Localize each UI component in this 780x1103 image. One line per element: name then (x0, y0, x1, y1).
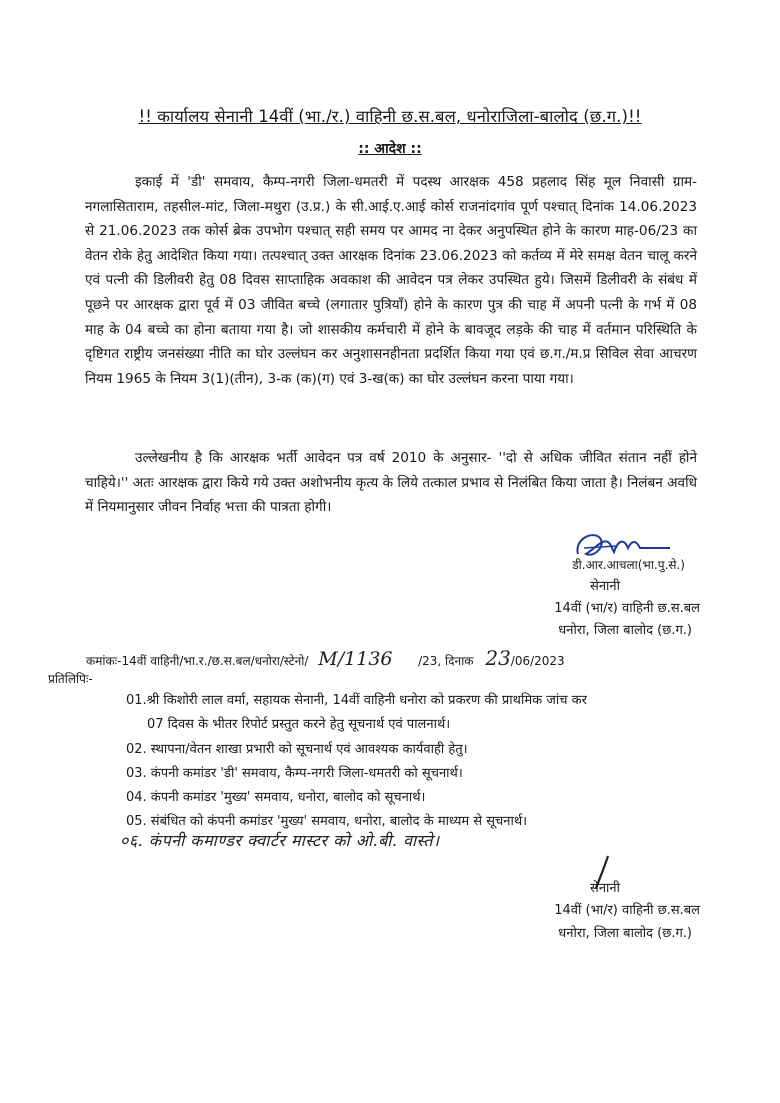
copy-item-4: 04. कंपनी कमांडर 'मुख्य' समवाय, धनोरा, बालोद को सूचनार्थ। (126, 790, 426, 805)
signatory-2-place: धनोरा, जिला बालोद (छ.ग.) (558, 926, 692, 941)
copy-item-5: 05. संबंधित को कंपनी कमांडर 'मुख्य' समवाय, धनोरा, बालोद के माध्यम से सूचनार्थ। (126, 814, 528, 829)
handwritten-order-number: M/1136 (318, 648, 393, 670)
copy-item-1-cont: 07 दिवस के भीतर रिपोर्ट प्रस्तुत करने हेतु सूचनार्थ एवं पालनार्थ। (147, 717, 451, 732)
signatory-designation: सेनानी (590, 579, 620, 594)
handwritten-day: 23 (485, 646, 511, 670)
copy-item-3: 03. कंपनी कमांडर 'डी' समवाय, कैम्प-नगरी जिला-धमतरी को सूचनार्थ। (126, 766, 463, 781)
signatory-place: धनोरा, जिला बालोद (छ.ग.) (558, 623, 692, 638)
body-paragraph-2: उल्लेखनीय है कि आरक्षक भर्ती आवेदन पत्र वर्ष 2010 के अनुसार- ''दो से अधिक जीवित संतान नहीं होने चाहिये।'' अतः आरक्षक द्वारा किये गये उक्त अशोभनीय कृत्य के लिये तत्काल प्रभाव से निलंबित किया जाता है। निलंबन अवधि में नियमानुसार जीवन निर्वाह भत्ता की पात्रता होगी। (85, 450, 697, 516)
signatory-name: डी.आर.आचला(भा.पु.से.) (572, 558, 685, 572)
reference-date-suffix: /06/2023 (510, 654, 565, 668)
signatory-unit: 14वीं (भा/र) वाहिनी छ.स.बल (554, 601, 700, 616)
copy-item-1: 01.श्री किशोरी लाल वर्मा, सहायक सेनानी, 14वीं वाहिनी धनोरा को प्रकरण की प्राथमिक जांच कर (126, 693, 587, 708)
reference-prefix: कमांकः-14वीं वाहिनी/भा.र./छ.स.बल/धनोरा/स्टेनो/ (86, 654, 309, 668)
signatory-2-designation: सेनानी (590, 881, 620, 896)
reference-line (86, 646, 565, 670)
copy-item-6-handwritten: ०६. कंपनी कमाण्डर क्वार्टर मास्टर को ओ.बी. वास्ते। (120, 831, 440, 850)
reference-year-date: /23, दिनाक (418, 654, 474, 668)
order-title: :: आदेश :: (358, 141, 422, 157)
office-heading: !! कार्यालय सेनानी 14वीं (भा./र.) वाहिनी छ.स.बल, धनोराजिला-बालोद (छ.ग.)!! (138, 107, 642, 126)
body-paragraph-1: इकाई में 'डी' समवाय, कैम्प-नगरी जिला-धमतरी में पदस्थ आरक्षक 458 प्रहलाद सिंह मूल निवासी ग्राम-नगलासिताराम, तहसील-मांट, जिला-मथुरा (उ.प्र.) के सी.आई.ए.आई कोर्स राजनांदगांव पूर्ण पश्चात् दिनांक 14.06.2023 से 21.06.2023 तक कोर्स ब्रेक उपभोग पश्चात् सही समय पर आमद ना देकर अनुपस्थित होने के कारण माह-06/23 का वेतन रोके हेतु आदेशित किया गया। तत्पश्चात् उक्त आरक्षक दिनांक 23.06.2023 को कर्तव्य में मेरे समक्ष वेतन चालू करने एवं पत्नी की डिलीवरी हेतु 08 दिवस साप्ताहिक अवकाश की आवेदन पत्र लेकर उपस्थित हुये। जिसमें डिलीवरी के संबंध में पूछने पर आरक्षक द्वारा पूर्व में 03 जीवित बच्चे (लगातार पुत्रियाँ) होने के कारण पुत्र की चाह में अपनी पत्नी के गर्भ में 08 माह के 04 बच्चे का होना बताया गया है। जो शासकीय कर्मचारी में होने के बावजूद लड़के की चाह में वर्तमान परिस्थिति के दृष्टिगत राष्ट्रीय जनसंख्या नीति का घोर उल्लंघन कर अनुशासनहीनता प्रदर्शित किया गया एवं छ.ग./म.प्र सिविल सेवा आचरण नियम 1965 के नियम 3(1)(तीन), 3-क (क)(ग) एवं 3-ख(क) का घोर उल्लंघन करना पाया गया। (85, 174, 697, 387)
copy-item-2: 02. स्थापना/वेतन शाखा प्रभारी को सूचनार्थ एवं आवश्यक कार्यवाही हेतु। (126, 742, 468, 757)
copy-to-label: प्रतिलिपिः- (48, 672, 93, 686)
signatory-2-unit: 14वीं (भा/र) वाहिनी छ.स.बल (554, 903, 700, 918)
